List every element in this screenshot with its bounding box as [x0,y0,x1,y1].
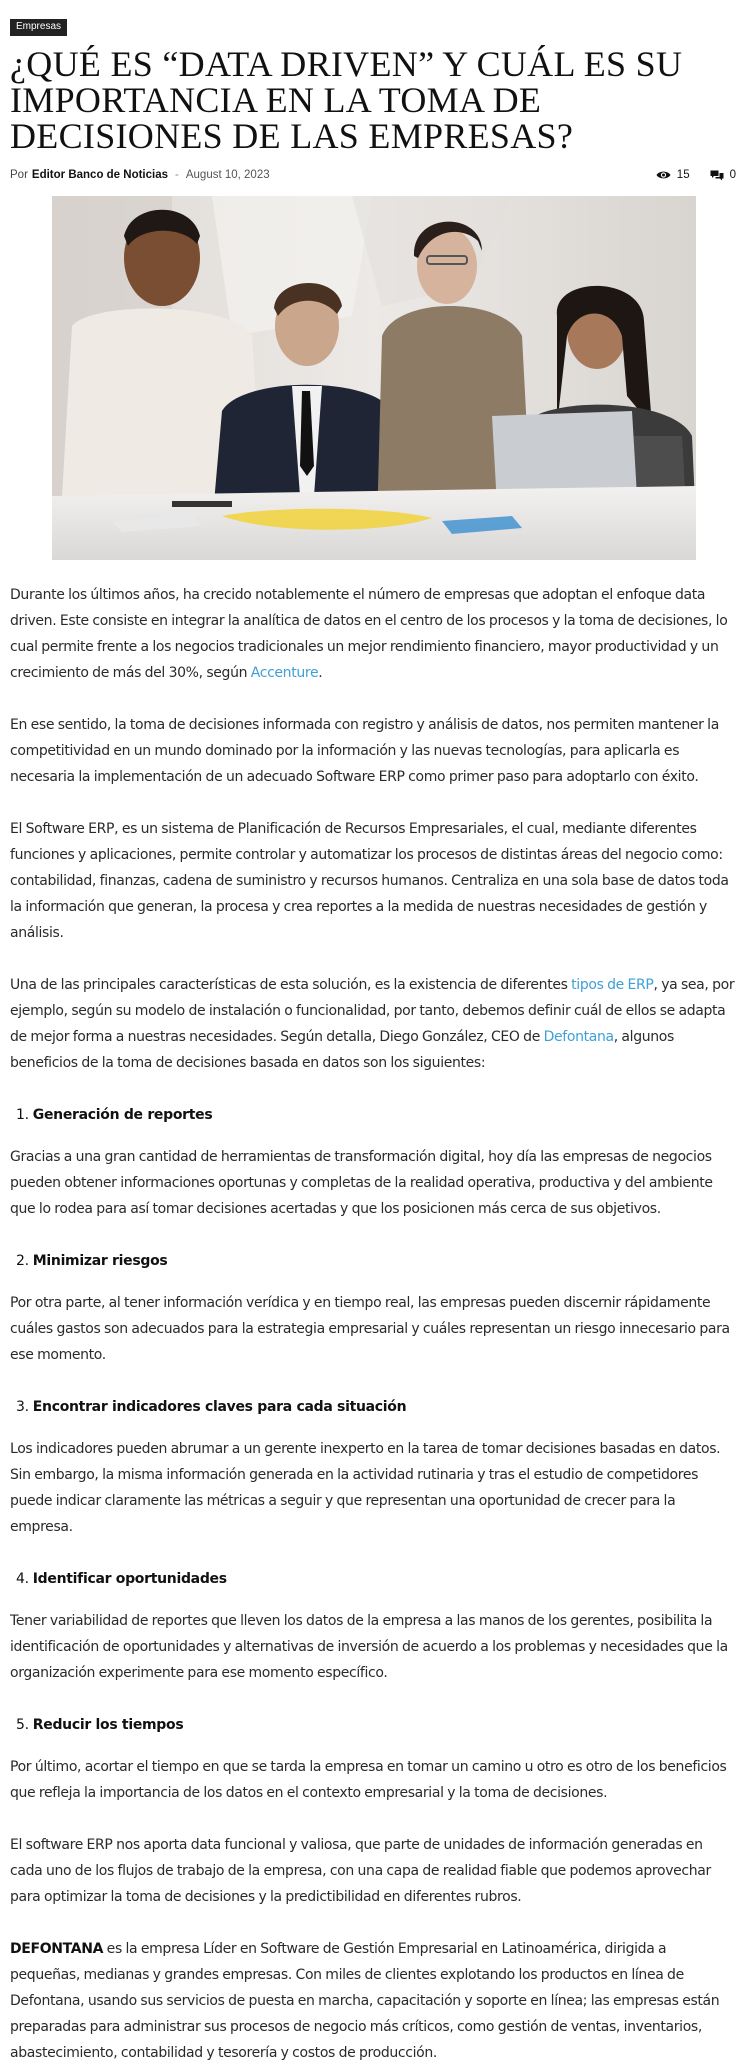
heading-text: Identificar oportunidades [32,1571,227,1587]
paragraph-2: En ese sentido, la toma de decisiones informada con registro y análisis de datos, nos permiten mantener la competitividad en un mundo dominado por la información y las nuevas tecnologías, para aplicarla es necesaria la implementación de un adecuado Software ERP como primer paso para adoptarlo con éxito. [10,717,719,785]
paragraph-6: Por otra parte, al tener información verídica y en tiempo real, las empresas pueden discernir rápidamente cuáles gastos son adecuados para la estrategia empresarial y cuáles representan un riesgo innecesario para ese momento. [10,1295,730,1363]
p4-text-b: , ya sea, por ejemplo, según su modelo de instalación o funcionalidad, por tanto, debemos definir cuál de ellos se adapta de mejor forma a nuestras necesidades. Según detalla, Diego González, CEO de [10,977,735,1045]
intro-end: . [318,665,323,681]
heading-text: Minimizar riesgos [32,1253,168,1269]
benefit-heading-3 [10,1394,738,1420]
views-value: 15 [676,169,690,181]
comments-count[interactable] [710,169,736,181]
intro-text: Durante los últimos años, ha crecido notablemente el número de empresas que adoptan el enfoque data driven. Este consiste en integrar la analítica de datos en el centro de los procesos y la toma de decisiones, lo cual permite frente a los negocios tradicionales un mejor rendimiento financiero, mayor productividad y un crecimiento de más del 30%, según [10,587,728,681]
article-body [10,582,738,2066]
author-link[interactable]: Editor Banco de Noticias [31,169,169,181]
category-tag[interactable]: Empresas [10,19,67,36]
hero-image [52,196,696,560]
by-label: Por [10,169,28,181]
benefit-heading-2 [10,1248,738,1274]
heading-number: 2. [16,1253,29,1269]
paragraph-10: El software ERP nos aporta data funcional y valiosa, que parte de unidades de información generadas en cada uno de los flujos de trabajo de la empresa, con una capa de realidad fiable que podemos aprovechar para optimizar la toma de decisiones y la predictibilidad en diferentes rubros. [10,1837,711,1905]
heading-number: 3. [16,1399,29,1415]
tipos-erp-link[interactable]: tipos de ERP [571,977,654,993]
paragraph-11 [10,1936,738,2066]
comments-value: 0 [729,169,736,181]
publish-date: August 10, 2023 [185,169,270,181]
paragraph-8: Tener variabilidad de reportes que lleven los datos de la empresa a las manos de los gerentes, posibilita la identificación de oportunidades y alternativas de inversión de acuerdo a los problemas y necesidades que la organización experimente para ese momento específico. [10,1613,728,1681]
p4-text-a: Una de las principales características de esta solución, es la existencia de diferentes [10,977,572,993]
benefit-heading-5 [10,1712,738,1738]
benefit-heading-1 [10,1102,738,1128]
article-title: ¿QUÉ ES “DATA DRIVEN” Y CUÁL ES SU IMPORTANCIA EN LA TOMA DE DECISIONES DE LAS EMPRESAS? [10,44,683,156]
heading-number: 5. [16,1717,29,1733]
paragraph-4 [10,972,738,1076]
heading-number: 1. [16,1107,29,1123]
byline-separator: - [175,169,179,181]
heading-text: Encontrar indicadores claves para cada situación [32,1399,407,1415]
article-meta [10,167,738,183]
eye-icon [656,170,671,180]
benefit-heading-4 [10,1566,738,1592]
paragraph-7: Los indicadores pueden abrumar a un gerente inexperto en la tarea de tomar decisiones basadas en datos. Sin embargo, la misma información generada en la actividad rutinaria y tras el estudio de competidores puede indicar claramente las métricas a seguir y que representan una oportunidad de crecer para la empresa. [10,1441,721,1535]
defontana-link[interactable]: Defontana [543,1029,614,1045]
article-stats [656,169,738,181]
accenture-link[interactable]: Accenture [250,665,319,681]
heading-text: Generación de reportes [32,1107,213,1123]
heading-number: 4. [16,1571,29,1587]
p4-text-c: , algunos beneficios de la toma de decisiones basada en datos son los siguientes: [10,1029,674,1071]
paragraph-3: El Software ERP, es un sistema de Planificación de Recursos Empresariales, el cual, mediante diferentes funciones y aplicaciones, permite controlar y automatizar los procesos de distintas áreas del negocio como: contabilidad, finanzas, cadena de suministro y recursos humanos. Centraliza en una sola base de datos toda la información que generan, la procesa y crea reportes a la medida de nuestras necesidades de gestión y análisis. [10,821,729,941]
views-count [656,169,690,181]
byline [10,169,270,181]
heading-text: Reducir los tiempos [32,1717,184,1733]
comments-icon [710,170,724,181]
p11-text: es la empresa Líder en Software de Gestión Empresarial en Latinoamérica, dirigida a pequeñas, medianas y grandes empresas. Con miles de clientes explotando los productos en línea de Defontana, usando sus servicios de puesta en marcha, capacitación y soporte en línea; las empresas están preparadas para administrar sus procesos de negocio más críticos, como gestión de ventas, inventarios, abastecimiento, contabilidad y tesorería y costos de producción. [10,1941,720,2061]
paragraph-intro [10,582,738,686]
paragraph-9: Por último, acortar el tiempo en que se tarda la empresa en tomar un camino u otro es otro de los beneficios que refleja la importancia de los datos en el contexto empresarial y la toma de decisiones. [10,1759,727,1801]
defontana-bold: DEFONTANA [10,1941,104,1957]
office-team-photo [52,196,696,560]
paragraph-5: Gracias a una gran cantidad de herramientas de transformación digital, hoy día las empresas de negocios pueden obtener informaciones oportunas y completas de la realidad operativa, productiva y del ambiente que lo rodea para así tomar decisiones acertadas y que los posicionen más cerca de sus objetivos. [10,1149,713,1217]
